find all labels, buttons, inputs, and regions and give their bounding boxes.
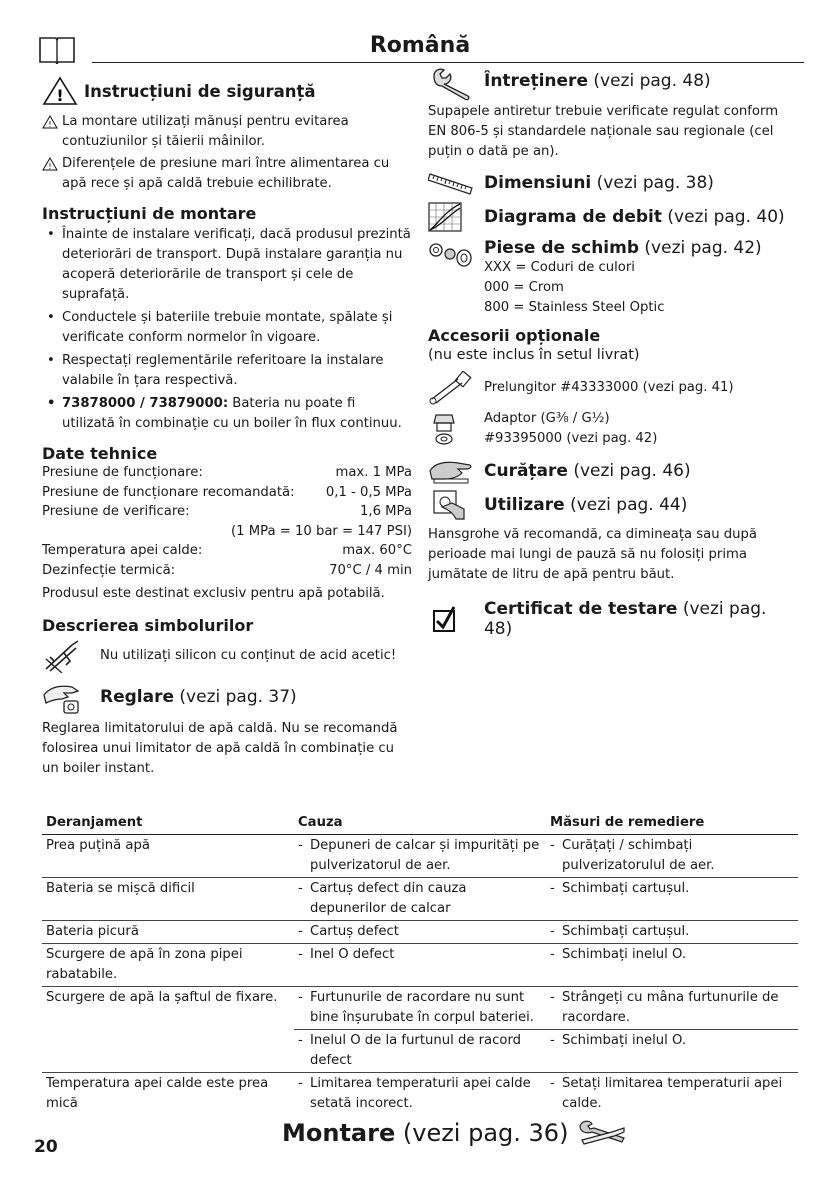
table-row: Bateria picură - Cartuș defect - Schimbați cartușul. [42, 921, 798, 944]
footer-heading: Montare (vezi pag. 36) [282, 1118, 626, 1148]
usage-text: Hansgrohe vă recomandă, ca dimineața sau după perioade mai lungi de pauză să nu folosiți prima jumătate de litru de apă pentru băut. [428, 527, 757, 582]
table-row: Scurgere de apă în zona pipei rabatabile. - Inel O defect - Schimbați inelul O. [42, 944, 798, 987]
svg-text:!: ! [48, 162, 52, 171]
svg-text:!: ! [56, 86, 64, 105]
adaptor-icon [428, 411, 484, 447]
usage-hand-icon [428, 489, 484, 521]
adjust-hand-icon [42, 679, 100, 715]
checkbox-certificate-icon [428, 605, 484, 633]
cleaning-hand-icon [428, 457, 484, 485]
wrenches-icon [578, 1118, 626, 1148]
table-header [42, 812, 798, 835]
page-number: 20 [34, 1137, 58, 1157]
col-cause: Cauza [294, 812, 546, 835]
tech-title: Date tehnice [42, 444, 158, 463]
table-row: Temperatura apei calde este prea mică - Limitarea temperaturii apei calde setată incorect. - Setați limitarea temperaturii apei calde. [46, 1076, 783, 1111]
table-row: - Inelul O de la furtunul de racord defect - Schimbați inelul O. [42, 1030, 798, 1073]
mounting-item: • Conductele și bateriile trebuie montate, spălate și verificate conform normelor în vigoare. [47, 310, 393, 345]
wrench-icon [428, 66, 484, 102]
svg-text:!: ! [48, 120, 52, 129]
left-column [42, 76, 412, 779]
safety-title: Instrucțiuni de siguranță [84, 81, 316, 101]
dimensions-icon [428, 170, 484, 196]
mounting-title: Instrucțiuni de montare [42, 204, 257, 223]
table-row: Prea puțină apă - Depuneri de calcar și impurități pe pulverizatorul de aer. - Curățați / schimbați pulverizatorulul de aer. [42, 835, 798, 878]
cert-heading: Certificat de testare (vezi pag. 48) [483, 599, 767, 639]
adaptor-text: Adaptor (G⅜ / G½) #93395000 (vezi pag. 42) [484, 411, 658, 446]
maint-heading: Întreținere (vezi pag. 48) [484, 71, 711, 91]
reglare-text: Reglarea limitatorului de apă caldă. Nu se recomandă folosirea unui limitator de apă caldă în combinație cu un boiler instant. [42, 720, 398, 776]
safety-item: ! La montare utilizați mănuși pentru evitarea contuziunilor și tăierii mâinilor. [42, 112, 412, 152]
table-row: Bateria se mișcă dificil - Cartuș defect din cauza depunerilor de calcar - Schimbați cartușul. [42, 878, 798, 921]
silicon-gun-icon [42, 639, 100, 673]
flow-heading: Diagrama de debit (vezi pag. 40) [484, 207, 785, 227]
silicon-note: Nu utilizați silicon cu conținut de acid acetic! [100, 647, 397, 663]
dims-heading: Dimensiuni (vezi pag. 38) [484, 173, 714, 193]
spare-parts-icon [428, 238, 484, 318]
right-column [428, 66, 800, 639]
mounting-item: • 73878000 / 73879000: Bateria nu poate fi utilizată în combinație cu un boiler în flux continuu. [47, 396, 402, 431]
col-fix: Măsuri de remediere [546, 812, 798, 835]
mounting-item: • Respectați reglementările referitoare la instalare valabile în țara respectivă. [47, 353, 384, 388]
cleaning-heading: Curățare (vezi pag. 46) [484, 461, 691, 481]
table-row: Scurgere de apă la șaftul de fixare. - Furtunurile de racordare nu sunt bine înșurubate în corpul bateriei. - Strângeți cu mâna furtunurile de racordare. [42, 987, 798, 1030]
reglare-heading: Reglare (vezi pag. 37) [100, 686, 297, 707]
color-codes: XXX = Coduri de culori 000 = Crom 800 = Stainless Steel Optic [484, 260, 665, 315]
extension-icon [428, 371, 484, 405]
header-rule [92, 62, 804, 63]
spares-heading: Piese de schimb (vezi pag. 42) [484, 238, 762, 258]
troubleshooting-table [42, 812, 798, 1115]
tech-table: Presiune de funcționare: max. 1 MPa Presiune de funcționare recomandată: 0,1 - 0,5 MPa Presiune de verificare: 1,6 MPa (1 MPa = 10 bar = 147 PSI) Temperatura apei calde: max. 60°C Dezinfecție termică: 70°C / 4 min [42, 465, 412, 578]
warning-icon [42, 76, 78, 106]
warning-icon [42, 154, 58, 171]
accessories-title: Accesorii opționale [428, 326, 601, 345]
usage-heading: Utilizare (vezi pag. 44) [484, 495, 688, 515]
col-problem: Deranjament [42, 812, 294, 835]
warning-icon [42, 112, 58, 129]
potable-note: Produsul este destinat exclusiv pentru apă potabilă. [42, 585, 385, 601]
extension-text: Prelungitor #43333000 (vezi pag. 41) [484, 380, 734, 395]
mounting-item: • Înainte de instalare verificați, dacă produsul prezintă deteriorări de transport. După instalare garanția nu acoperă deteriorările de transport și cele de suprafață. [47, 227, 411, 302]
safety-item: ! Diferențele de presiune mari între alimentarea cu apă rece și apă caldă trebuie echilibrate. [42, 154, 412, 194]
flow-diagram-icon [428, 202, 484, 232]
page-title: Română [369, 33, 471, 58]
maint-text: Supapele antiretur trebuie verificate regulat conform EN 806-5 și standardele naționale sau regionale (cel puțin o dată pe an). [428, 104, 779, 159]
symbols-title: Descrierea simbolurilor [42, 615, 254, 635]
accessories-subtitle: (nu este inclus în setul livrat) [428, 347, 640, 363]
